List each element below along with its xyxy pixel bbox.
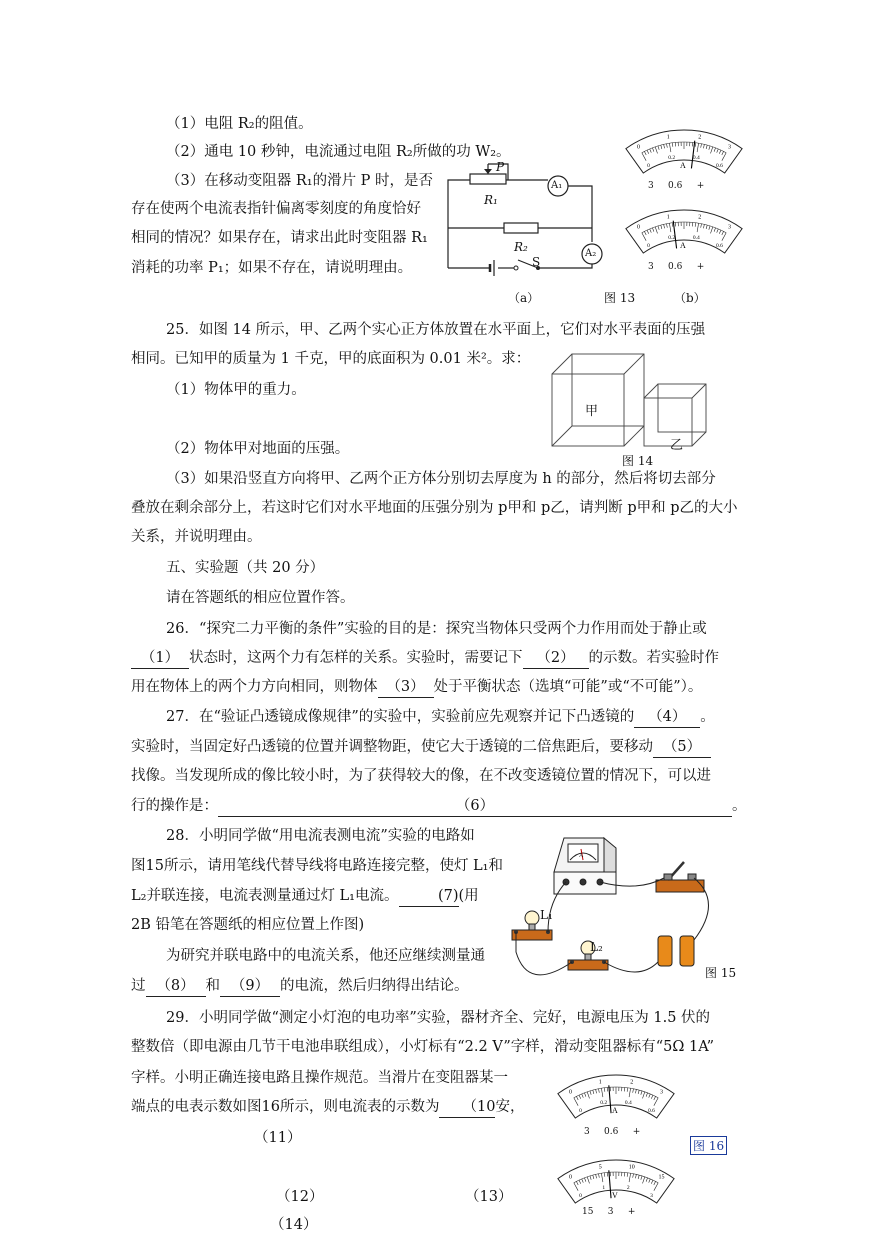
- dial-tick-label: 1: [599, 1079, 602, 1085]
- q27-line4: 行的操作是： （6） 。: [131, 796, 747, 817]
- dial-tick-label: 1: [667, 214, 670, 220]
- q26-line2: （1） 状态时，这两个力有怎样的关系。实验时，需要记下 （2） 的示数。若实验时作: [131, 648, 719, 669]
- dial-tick-label: 3: [728, 145, 731, 151]
- fig13-title: 图 13: [604, 289, 635, 306]
- blank-6[interactable]: （6）: [218, 796, 732, 817]
- label-r1: R₁: [484, 193, 498, 207]
- q28-line6: 过 （8） 和 （9） 的电流，然后归纳得出结论。: [131, 976, 469, 997]
- fig15-title: 图 15: [705, 964, 736, 981]
- dial-tick-label: 0: [637, 145, 640, 151]
- svg-text:A: A: [579, 853, 584, 859]
- dial-inner-label: 3: [650, 1193, 653, 1199]
- fig16-title: 图 16: [690, 1136, 727, 1155]
- blank-4[interactable]: （4）: [634, 707, 700, 728]
- circuit-diagram-a: [440, 160, 610, 285]
- q25-part3-line3: 关系，并说明理由。: [131, 527, 262, 547]
- q25-line2: 相同。已知甲的质量为 1 千克，甲的底面积为 0.01 米²。求：: [131, 349, 530, 369]
- voltmeter-fig16: [550, 1150, 682, 1208]
- dial-tick-label: 2: [630, 1079, 633, 1085]
- ammeter-top-terminals: 3 0.6 +: [648, 181, 704, 191]
- ammeter-fig16: [550, 1065, 682, 1123]
- blank-5[interactable]: （5）: [653, 737, 711, 758]
- section5-title: 五、实验题（共 20 分）: [166, 558, 324, 578]
- label-r2: R₂: [514, 240, 528, 254]
- dial-tick-label: 0: [569, 1175, 572, 1181]
- q25-part1: （1）物体甲的重力。: [166, 380, 306, 400]
- ammeter-top: [618, 120, 750, 178]
- blank-9[interactable]: （9）: [220, 976, 280, 997]
- q25-part3-line2: 叠放在剩余部分上，若这时它们对水平地面的压强分别为 p甲和 p乙，请判断 p甲和 p乙的大小: [131, 498, 738, 518]
- lamp-l1-label: L₁: [540, 908, 553, 922]
- ammeter-bottom-terminals: 3 0.6 +: [648, 262, 704, 272]
- q26-line1: 26．“探究二力平衡的条件”实验的目的是：探究当物体只受两个力作用而处于静止或: [166, 619, 707, 639]
- dial-inner-label: 0.4: [625, 1100, 632, 1106]
- dial-unit: A: [680, 161, 686, 170]
- blank-12[interactable]: （12）: [276, 1187, 323, 1207]
- dial-inner-label: 0.6: [716, 163, 723, 169]
- blank-1[interactable]: （1）: [131, 648, 189, 669]
- dial-tick-label: 1: [667, 134, 670, 140]
- q25-part2: （2）物体甲对地面的压强。: [166, 439, 349, 459]
- blank-13[interactable]: （13）: [465, 1187, 512, 1207]
- dial-tick-label: 10: [629, 1164, 635, 1170]
- dial-inner-label: 1: [602, 1185, 605, 1191]
- section5-note: 请在答题纸的相应位置作答。: [166, 588, 355, 608]
- q24-part1: （1）电阻 R₂的阻值。: [166, 114, 313, 134]
- q28-line1: 28．小明同学做“用电流表测电流”实验的电路如: [166, 826, 475, 846]
- cube-yi-label: 乙: [670, 434, 683, 453]
- voltmeter-fig16-terminals: 15 3 +: [582, 1207, 635, 1217]
- label-p: P: [496, 160, 504, 174]
- q29-line3: 字样。小明正确连接电路且操作规范。当滑片在变阻器某一: [131, 1068, 508, 1088]
- dial-inner-zero: 0: [647, 163, 650, 169]
- dial-tick-label: 2: [698, 214, 701, 220]
- blank-10[interactable]: （10: [439, 1097, 495, 1118]
- blank-8[interactable]: （8）: [146, 976, 206, 997]
- label-a1: A₁: [551, 180, 562, 191]
- blank-11[interactable]: （11）: [254, 1128, 301, 1148]
- q28-line5: 为研究并联电路中的电流关系，他还应继续测量通: [166, 946, 485, 966]
- cube-jia-label: 甲: [585, 400, 598, 419]
- fig14-title: 图 14: [622, 452, 653, 469]
- q24-part3-line2: 存在使两个电流表指针偏离零刻度的角度恰好: [131, 199, 421, 219]
- dial-inner-label: 0.2: [668, 235, 675, 241]
- fig13-a: （a）: [508, 289, 539, 306]
- cubes-figure: [550, 352, 720, 452]
- dial-unit: A: [612, 1106, 618, 1115]
- label-a2: A₂: [585, 248, 596, 259]
- q29-line1: 29．小明同学做“测定小灯泡的电功率”实验，器材齐全、完好，电源电压为 1.5 伏的: [166, 1008, 710, 1028]
- q27-line3: 找像。当发现所成的像比较小时，为了获得较大的像，在不改变透镜位置的情况下，可以进: [131, 766, 711, 786]
- q25-part3-line1: （3）如果沿竖直方向将甲、乙两个正方体分别切去厚度为 h 的部分，然后将切去部分: [166, 469, 716, 489]
- dial-tick-label: 2: [698, 134, 701, 140]
- lamp-l2-label: L₂: [590, 940, 603, 954]
- dial-tick-label: 0: [569, 1090, 572, 1096]
- q27-line1: 27．在“验证凸透镜成像规律”的实验中，实验前应先观察并记下凸透镜的 （4） 。: [166, 707, 715, 728]
- dial-unit: A: [680, 241, 686, 250]
- dial-inner-zero: 0: [579, 1193, 582, 1199]
- dial-tick-label: 5: [599, 1164, 602, 1170]
- q29-line2: 整数倍（即电源由几节干电池串联组成），小灯标有“2.2 V”字样，滑动变阻器标有“5Ω 1A”: [131, 1037, 714, 1057]
- q28-line2: 图15所示，请用笔线代替导线将电路连接完整，使灯 L₁和: [131, 856, 503, 876]
- q24-part3-line3: 相同的情况？如果存在，请求出此时变阻器 R₁: [131, 228, 428, 248]
- blank-14[interactable]: （14）: [270, 1215, 317, 1235]
- dial-inner-label: 0.4: [693, 155, 700, 161]
- dial-tick-label: 3: [728, 225, 731, 231]
- dial-inner-label: 0.6: [716, 243, 723, 249]
- label-s: S: [532, 255, 540, 269]
- q28-line4: 2B 铅笔在答题纸的相应位置上作图): [131, 915, 364, 935]
- q24-part3-line4: 消耗的功率 P₁；如果不存在，请说明理由。: [131, 258, 412, 278]
- dial-inner-label: 0.2: [668, 155, 675, 161]
- blank-7[interactable]: (7): [399, 886, 459, 907]
- ammeter-bottom: [618, 200, 750, 258]
- dial-inner-label: 0.6: [648, 1108, 655, 1114]
- ammeter-fig16-terminals: 3 0.6 +: [584, 1127, 640, 1137]
- q25-line1: 25．如图 14 所示，甲、乙两个实心正方体放置在水平面上，它们对水平表面的压强: [166, 320, 705, 340]
- blank-3[interactable]: （3）: [378, 677, 434, 698]
- dial-tick-label: 3: [660, 1090, 663, 1096]
- dial-tick-label: 15: [659, 1175, 665, 1181]
- dial-inner-zero: 0: [579, 1108, 582, 1114]
- dial-inner-zero: 0: [647, 243, 650, 249]
- q29-line4: 端点的电表示数如图16所示，则电流表的示数为 （10安，: [131, 1097, 524, 1118]
- q24-part2: （2）通电 10 秒钟，电流通过电阻 R₂所做的功 W₂。: [166, 142, 511, 162]
- q24-part3-line1: （3）在移动变阻器 R₁的滑片 P 时，是否: [166, 171, 433, 191]
- q26-line3: 用在物体上的两个力方向相同，则物体 （3） 处于平衡状态（选填“可能”或“不可能”）。: [131, 677, 702, 698]
- dial-inner-label: 0.2: [600, 1100, 607, 1106]
- blank-2[interactable]: （2）: [523, 648, 589, 669]
- fig13-b: （b）: [674, 289, 706, 306]
- q27-line2: 实验时，当固定好凸透镜的位置并调整物距，使它大于透镜的二倍焦距后，要移动 （5）: [131, 737, 711, 758]
- dial-tick-label: 0: [637, 225, 640, 231]
- q28-line3: L₂并联连接，电流表测量通过灯 L₁电流。 (7)(用: [131, 886, 479, 907]
- dial-unit: V: [612, 1191, 618, 1200]
- dial-inner-label: 0.4: [693, 235, 700, 241]
- dial-inner-label: 2: [627, 1185, 630, 1191]
